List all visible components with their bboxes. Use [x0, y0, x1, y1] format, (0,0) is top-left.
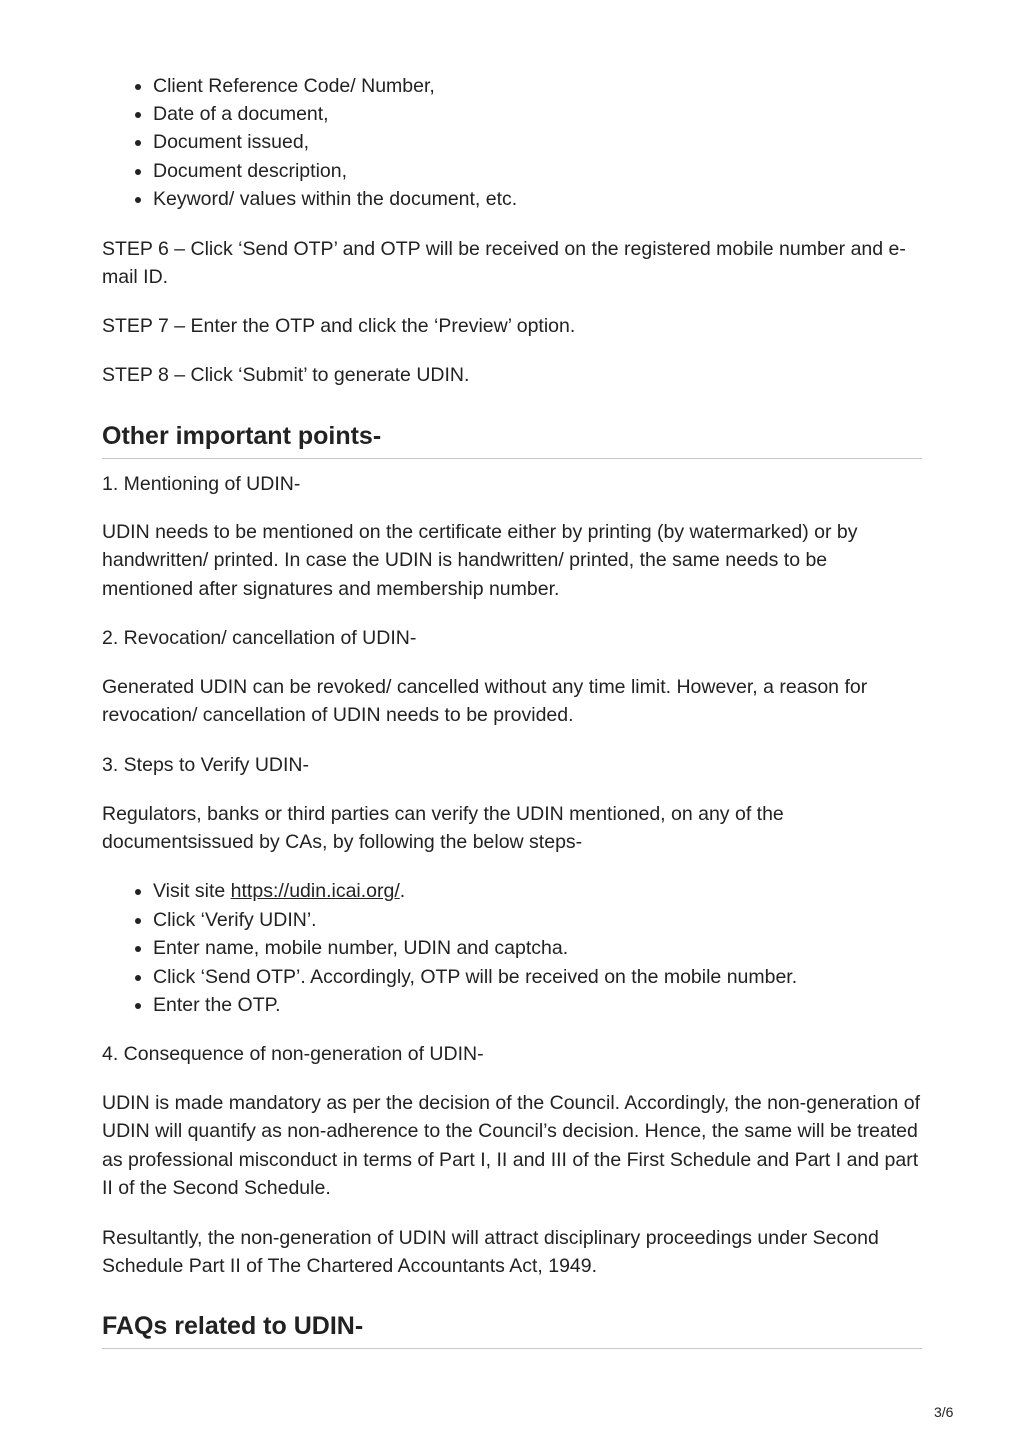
- step-6-paragraph: STEP 6 – Click ‘Send OTP’ and OTP will be received on the registered mobile number and e-mail ID.: [102, 238, 906, 289]
- section-heading-faqs: FAQs related to UDIN-: [102, 1312, 364, 1340]
- list-item: Keyword/ values within the document, etc.: [153, 185, 922, 213]
- step-7-paragraph: STEP 7 – Enter the OTP and click the ‘Preview’ option.: [102, 315, 576, 337]
- point-4-body: UDIN is made mandatory as per the decision of the Council. Accordingly, the non-generation of UDIN will quantify as non-adherence to the Council’s decision. Hence, the same will be treated as professional misconduct in terms of Part I, II and III of the First Schedule and Part I and part II of the Second Schedule.: [102, 1092, 921, 1199]
- list-item-text: Visit site: [153, 880, 231, 902]
- page-number: 3/6: [934, 1404, 954, 1420]
- point-2-title: 2. Revocation/ cancellation of UDIN-: [102, 627, 417, 649]
- list-item-text: .: [399, 880, 406, 902]
- list-item: [153, 877, 922, 905]
- point-1-title: 1. Mentioning of UDIN-: [102, 473, 301, 495]
- point-1-body: UDIN needs to be mentioned on the certificate either by printing (by watermarked) or by handwritten/ printed. In case the UDIN is handwritten/ printed, the same needs to be mentioned after signatures and membership number.: [102, 521, 858, 600]
- point-4-title: 4. Consequence of non-generation of UDIN-: [102, 1043, 484, 1065]
- step-8-paragraph: STEP 8 – Click ‘Submit’ to generate UDIN.: [102, 364, 470, 386]
- list-item: Date of a document,: [153, 100, 922, 128]
- udin-site-link[interactable]: https://udin.icai.org/: [230, 880, 400, 902]
- point-3-title: 3. Steps to Verify UDIN-: [102, 754, 309, 776]
- list-item: Click ‘Verify UDIN’.: [153, 906, 922, 934]
- section-heading-other-points: Other important points-: [102, 422, 382, 450]
- list-item: Enter the OTP.: [153, 991, 922, 1019]
- point-3-body: Regulators, banks or third parties can verify the UDIN mentioned, on any of the documentsissued by CAs, by following the below steps-: [102, 803, 784, 854]
- heading-divider: [102, 458, 922, 459]
- list-item: Click ‘Send OTP’. Accordingly, OTP will be received on the mobile number.: [153, 963, 922, 991]
- point-5-body: Resultantly, the non-generation of UDIN will attract disciplinary proceedings under Second Schedule Part II of The Chartered Accountants Act, 1949.: [102, 1227, 879, 1278]
- point-2-body: Generated UDIN can be revoked/ cancelled without any time limit. However, a reason for revocation/ cancellation of UDIN needs to be provided.: [102, 676, 868, 727]
- list-item: Enter name, mobile number, UDIN and captcha.: [153, 934, 922, 962]
- list-item: Document description,: [153, 157, 922, 185]
- list-item: Client Reference Code/ Number,: [153, 72, 922, 100]
- list-item: Document issued,: [153, 128, 922, 156]
- heading-divider: [102, 1348, 922, 1349]
